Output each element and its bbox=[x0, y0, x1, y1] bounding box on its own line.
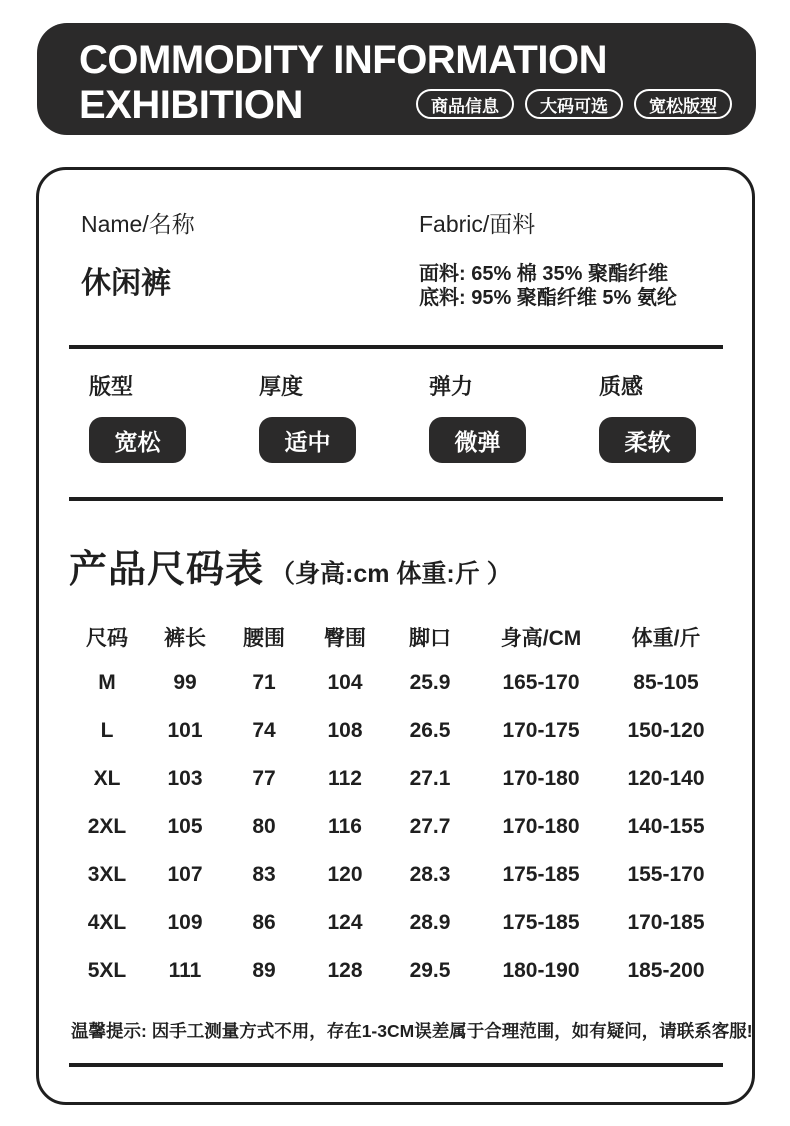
info-card bbox=[36, 167, 755, 1105]
table-cell: 2XL bbox=[87, 815, 127, 838]
table-cell: 28.3 bbox=[409, 863, 451, 886]
product-name: 休闲裤 bbox=[81, 267, 171, 300]
table-row bbox=[69, 947, 723, 995]
table-cell: 74 bbox=[252, 719, 276, 742]
measurement-note: 温馨提示: 因手工测量方式不用，存在1-3CM误差属于合理范围，如有疑问，请联系客服! bbox=[71, 1021, 753, 1041]
size-chart-title: 产品尺码表 bbox=[69, 549, 265, 591]
table-cell: 103 bbox=[167, 767, 203, 790]
table-cell: 99 bbox=[173, 671, 197, 694]
table-cell: M bbox=[98, 671, 116, 694]
table-cell: 29.5 bbox=[409, 959, 451, 982]
attribute-value-pill: 微弹 bbox=[429, 417, 526, 463]
attribute-fit bbox=[69, 370, 239, 463]
table-cell: 27.1 bbox=[409, 767, 451, 790]
table-row bbox=[69, 803, 723, 851]
attribute-row bbox=[69, 370, 749, 463]
attribute-value-pill: 柔软 bbox=[599, 417, 696, 463]
table-cell: 155-170 bbox=[627, 863, 705, 886]
table-row bbox=[69, 755, 723, 803]
table-cell: 85-105 bbox=[633, 671, 699, 694]
divider bbox=[69, 1063, 723, 1067]
table-cell: 140-155 bbox=[627, 815, 705, 838]
table-cell: 101 bbox=[167, 719, 203, 742]
table-cell: 83 bbox=[252, 863, 276, 886]
divider bbox=[69, 497, 723, 501]
table-cell: 170-180 bbox=[502, 815, 580, 838]
table-cell: 25.9 bbox=[409, 671, 451, 694]
fabric-composition bbox=[419, 262, 677, 310]
table-cell: 86 bbox=[252, 911, 276, 934]
attribute-label: 厚度 bbox=[259, 374, 304, 399]
table-cell: 165-170 bbox=[502, 671, 580, 694]
table-cell: 89 bbox=[252, 959, 276, 982]
table-cell: 28.9 bbox=[409, 911, 451, 934]
table-cell: 4XL bbox=[87, 911, 127, 934]
table-cell: 180-190 bbox=[502, 959, 580, 982]
table-cell: 120 bbox=[327, 863, 363, 886]
table-cell: 3XL bbox=[87, 863, 127, 886]
table-cell: 112 bbox=[328, 767, 362, 790]
table-header-cell: 脚口 bbox=[409, 627, 451, 650]
attribute-label: 弹力 bbox=[429, 374, 474, 399]
attribute-thickness bbox=[239, 370, 409, 463]
table-header-cell: 腰围 bbox=[243, 627, 285, 650]
badge-plus-size: 大码可选 bbox=[525, 89, 623, 119]
table-header-cell: 裤长 bbox=[164, 627, 206, 650]
table-header-cell: 臀围 bbox=[324, 627, 366, 650]
table-header-cell: 身高/CM bbox=[500, 627, 582, 650]
table-cell: 109 bbox=[167, 911, 203, 934]
header-title-line2: EXHIBITION bbox=[79, 83, 303, 127]
header-badges bbox=[416, 89, 732, 119]
fabric-line-shell: 面料: 65% 棉 35% 聚酯纤维 bbox=[419, 263, 668, 285]
table-cell: 5XL bbox=[87, 959, 127, 982]
table-cell: 175-185 bbox=[502, 863, 580, 886]
table-cell: XL bbox=[93, 767, 121, 790]
table-row bbox=[69, 899, 723, 947]
table-cell: 107 bbox=[167, 863, 203, 886]
size-chart-heading bbox=[69, 538, 512, 593]
attribute-label: 版型 bbox=[89, 374, 134, 399]
table-cell: 150-120 bbox=[627, 719, 705, 742]
table-cell: 80 bbox=[252, 815, 276, 838]
table-cell: 175-185 bbox=[502, 911, 580, 934]
attribute-label: 质感 bbox=[599, 374, 644, 399]
table-cell: 116 bbox=[328, 815, 362, 838]
name-label: Name/名称 bbox=[81, 211, 195, 237]
header-title-line1: COMMODITY INFORMATION bbox=[79, 38, 607, 82]
table-cell: 170-175 bbox=[502, 719, 580, 742]
table-cell: 108 bbox=[327, 719, 363, 742]
table-cell: 128 bbox=[327, 959, 363, 982]
table-cell: 27.7 bbox=[409, 815, 451, 838]
table-row bbox=[69, 707, 723, 755]
badge-loose-fit: 宽松版型 bbox=[634, 89, 732, 119]
table-cell: 124 bbox=[327, 911, 363, 934]
table-cell: 170-185 bbox=[627, 911, 705, 934]
table-cell: L bbox=[100, 719, 114, 742]
table-row bbox=[69, 659, 723, 707]
size-chart-subtitle: （身高:cm 体重:斤 ） bbox=[270, 560, 512, 588]
fabric-line-lining: 底料: 95% 聚酯纤维 5% 氨纶 bbox=[419, 287, 677, 309]
table-cell: 105 bbox=[167, 815, 203, 838]
table-header-cell: 体重/斤 bbox=[631, 627, 701, 650]
attribute-value-pill: 适中 bbox=[259, 417, 356, 463]
table-header-cell: 尺码 bbox=[86, 627, 128, 650]
badge-product-info: 商品信息 bbox=[416, 89, 514, 119]
attribute-value-pill: 宽松 bbox=[89, 417, 186, 463]
header-banner bbox=[37, 23, 756, 135]
attribute-elasticity bbox=[409, 370, 579, 463]
table-cell: 111 bbox=[168, 959, 202, 982]
attribute-texture bbox=[579, 370, 749, 463]
fabric-label: Fabric/面料 bbox=[419, 211, 536, 237]
table-cell: 71 bbox=[252, 671, 276, 694]
table-cell: 26.5 bbox=[409, 719, 451, 742]
table-cell: 170-180 bbox=[502, 767, 580, 790]
divider bbox=[69, 345, 723, 349]
table-cell: 77 bbox=[252, 767, 276, 790]
table-cell: 104 bbox=[327, 671, 363, 694]
table-cell: 185-200 bbox=[627, 959, 705, 982]
table-header-row bbox=[69, 615, 723, 659]
size-table bbox=[69, 615, 723, 995]
table-row bbox=[69, 851, 723, 899]
table-cell: 120-140 bbox=[627, 767, 705, 790]
